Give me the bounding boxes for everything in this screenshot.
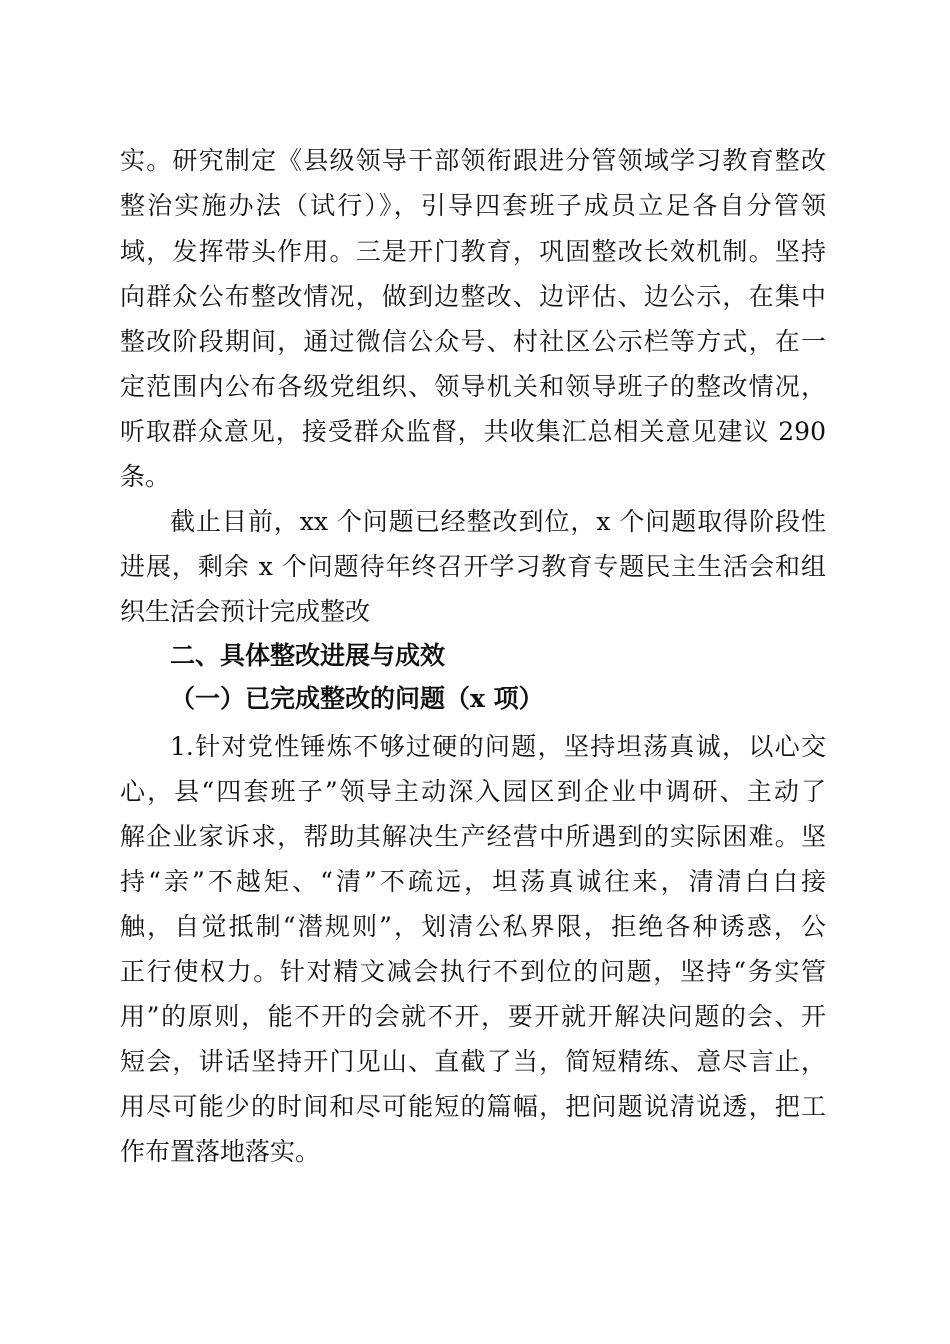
paragraph-1-line-2: 整治实施办法（试行）》，引导四套班子成员立足各自分管领 bbox=[120, 191, 826, 220]
paragraph-1-line-8: 条。 bbox=[120, 462, 171, 491]
paragraph-3-line-2: 心，县“四套班子”领导主动深入园区到企业中调研、主动了 bbox=[120, 777, 826, 806]
section-heading: 二、具体整改进展与成效 bbox=[170, 641, 446, 670]
paragraph-1-line-7: 听取群众意见，接受群众监督，共收集汇总相关意见建议 290 bbox=[120, 417, 826, 446]
paragraph-3-line-4: 持“亲”不越矩、“清”不疏远，坦荡真诚往来，清清白白接 bbox=[120, 867, 826, 896]
paragraph-3-line-8: 短会，讲话坚持开门见山、直截了当，简短精练、意尽言止， bbox=[120, 1047, 826, 1076]
paragraph-3-line-6: 正行使权力。针对精文减会执行不到位的问题，坚持“务实管 bbox=[120, 957, 826, 986]
subsection-heading: （一）已完成整改的问题（x 项） bbox=[170, 684, 544, 713]
paragraph-2-line-1: 截止目前，xx 个问题已经整改到位，x 个问题取得阶段性 bbox=[170, 507, 826, 536]
paragraph-3-line-1: 1.针对党性锤炼不够过硬的问题，坚持坦荡真诚，以心交 bbox=[170, 732, 826, 761]
paragraph-3-line-5: 触，自觉抵制“潜规则”，划清公私界限，拒绝各种诱惑，公 bbox=[120, 912, 826, 941]
paragraph-1-line-3: 域，发挥带头作用。三是开门教育，巩固整改长效机制。坚持 bbox=[120, 237, 826, 266]
paragraph-1-line-1: 实。研究制定《县级领导干部领衔跟进分管领域学习教育整改 bbox=[120, 146, 826, 175]
paragraph-3-line-3: 解企业家诉求，帮助其解决生产经营中所遇到的实际困难。坚 bbox=[120, 822, 826, 851]
paragraph-2-line-2: 进展，剩余 x 个问题待年终召开学习教育专题民主生活会和组 bbox=[120, 552, 826, 581]
paragraph-3-line-9: 用尽可能少的时间和尽可能短的篇幅，把问题说清说透，把工 bbox=[120, 1092, 826, 1121]
paragraph-3-line-10: 作布置落地落实。 bbox=[120, 1137, 321, 1166]
paragraph-1-line-4: 向群众公布整改情况，做到边整改、边评估、边公示，在集中 bbox=[120, 282, 826, 311]
paragraph-2-line-3: 织生活会预计完成整改 bbox=[120, 597, 371, 626]
paragraph-3-line-7: 用”的原则，能不开的会就不开，要开就开解决问题的会、开 bbox=[120, 1002, 826, 1031]
paragraph-1-line-5: 整改阶段期间，通过微信公众号、村社区公示栏等方式，在一 bbox=[120, 327, 826, 356]
paragraph-1-line-6: 定范围内公布各级党组织、领导机关和领导班子的整改情况， bbox=[120, 372, 826, 401]
